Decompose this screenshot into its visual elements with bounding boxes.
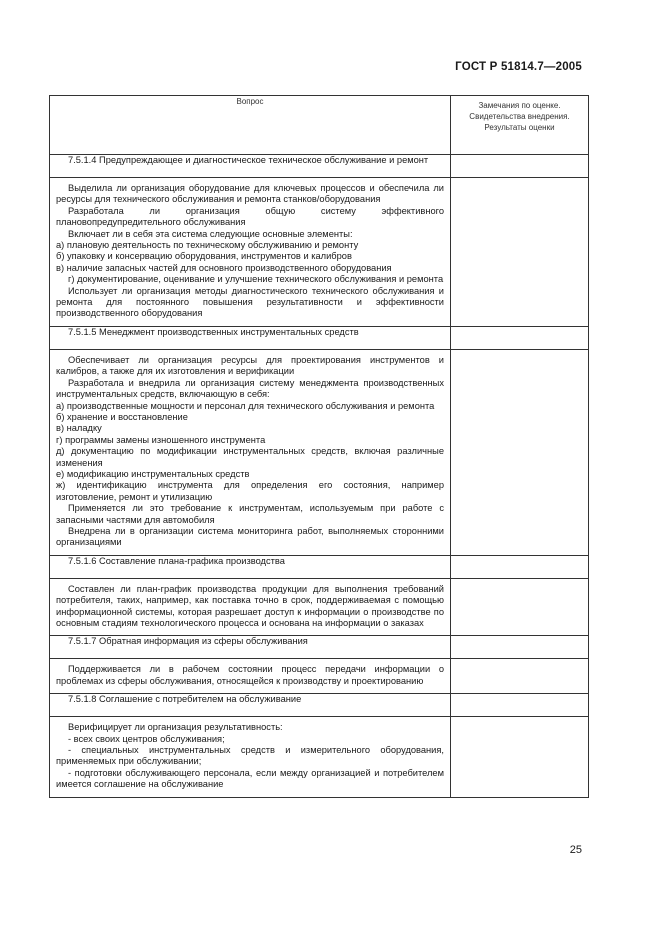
question-line: Использует ли организация методы диагностического технического обслуживания и ремонта для постоянного повышения результативности и эффективности производственного оборудования [56, 285, 444, 319]
question-line: в) наладку [56, 423, 102, 434]
section-questions [50, 178, 451, 327]
question-column-header: Вопрос [50, 96, 451, 155]
section-questions [50, 717, 451, 797]
section-title-notes-cell [451, 555, 589, 578]
question-line: Обеспечивает ли организация ресурсы для проектирования инструментов и калибров, а также для их изготовления и верификации [56, 354, 444, 377]
section-body-row [50, 178, 589, 327]
page-number: 25 [569, 844, 582, 856]
question-line: Верифицирует ли организация результативность: [68, 722, 283, 733]
notes-header-line: Свидетельства внедрения. [469, 112, 570, 121]
section-body-row [50, 659, 589, 694]
question-line: Выделила ли организация оборудование для ключевых процессов и обеспечила ли ресурсы для технического обслуживания и ремонта станков/оборудования [56, 183, 444, 205]
notes-header-line: Результаты оценки [484, 123, 555, 132]
question-line: Включает ли в себя эта система следующие основные элементы: [68, 228, 353, 239]
question-line: Составлен ли план-график производства продукции для выполнения требований потребителя, таких, например, как поставка точно в срок, поддерживаемая с помощью информационной системы, которая разрешает доступ к информации о производстве по основным стадиям технологического процесса и основана на информации о заказах [56, 583, 444, 628]
section-title-notes-cell [451, 155, 589, 178]
assessment-notes-cell[interactable] [451, 178, 589, 327]
question-line: г) программы замены изношенного инструмента [56, 434, 266, 445]
assessment-notes-cell[interactable] [451, 717, 589, 797]
section-questions [50, 659, 451, 694]
section-body-row [50, 578, 589, 636]
section-title-row [50, 636, 589, 659]
question-line: - специальных инструментальных средств и измерительного оборудования, применяемых при обслуживании; [56, 745, 444, 767]
question-line: Поддерживается ли в рабочем состоянии процесс передачи информации о проблемах из сферы обслуживания, относящейся к производству и проектированию [56, 664, 444, 686]
question-line: г) документирование, оценивание и улучшение технического обслуживания и ремонта [68, 274, 444, 285]
question-line: а) плановую деятельность по техническому обслуживанию и ремонту [56, 240, 359, 251]
question-line: Разработала ли организация общую систему эффективного плановопредупредительного обслуживания [56, 205, 444, 228]
section-title: 7.5.1.5 Менеджмент производственных инструментальных средств [50, 326, 451, 349]
question-line: а) производственные мощности и персонал для технического обслуживания и ремонта [56, 400, 435, 411]
section-title: 7.5.1.7 Обратная информация из сферы обслуживания [50, 636, 451, 659]
section-title-row [50, 555, 589, 578]
question-line: Применяется ли это требование к инструментам, используемым при работе с запасными частями для автомобиля [56, 503, 444, 525]
section-title-notes-cell [451, 326, 589, 349]
section-title-row [50, 694, 589, 717]
question-line: Разработала и внедрила ли организация систему менеджмента производственных инструментальных средств, включающую в себя: [56, 377, 444, 400]
question-line: б) упаковку и консервацию оборудования, инструментов и калибров [56, 251, 352, 262]
question-line: - подготовки обслуживающего персонала, если между организацией и потребителем имеется соглашение на обслуживание [56, 767, 444, 790]
assessment-notes-cell[interactable] [451, 659, 589, 694]
assessment-notes-cell[interactable] [451, 578, 589, 636]
question-line: б) хранение и восстановление [56, 411, 188, 422]
section-title-row [50, 326, 589, 349]
table-header-row [50, 96, 589, 155]
section-body-row [50, 717, 589, 797]
question-line: Внедрена ли в организации система мониторинга работ, выполняемых сторонними организациями [56, 525, 444, 548]
document-code: ГОСТ Р 51814.7—2005 [455, 61, 582, 73]
section-questions [50, 578, 451, 636]
section-body-row [50, 349, 589, 555]
section-questions [50, 349, 451, 555]
question-line: е) модификацию инструментальных средств [56, 468, 250, 479]
section-title-notes-cell [451, 694, 589, 717]
question-line: - всех своих центров обслуживания; [68, 733, 225, 744]
question-line: д) документацию по модификации инструментальных средств, включая различные изменения [56, 446, 444, 468]
section-title-notes-cell [451, 636, 589, 659]
section-title: 7.5.1.8 Соглашение с потребителем на обслуживание [50, 694, 451, 717]
section-title: 7.5.1.4 Предупреждающее и диагностическое техническое обслуживание и ремонт [50, 155, 451, 178]
notes-column-header [451, 96, 589, 155]
notes-header-line: Замечания по оценке. [478, 101, 561, 110]
section-title: 7.5.1.6 Составление плана-графика производства [50, 555, 451, 578]
assessment-notes-cell[interactable] [451, 349, 589, 555]
question-line: ж) идентификацию инструмента для определения его состояния, например изготовление, ремонт и утилизацию [56, 480, 444, 502]
question-line: в) наличие запасных частей для основного производственного оборудования [56, 262, 392, 273]
section-title-row [50, 155, 589, 178]
assessment-table [49, 95, 589, 798]
